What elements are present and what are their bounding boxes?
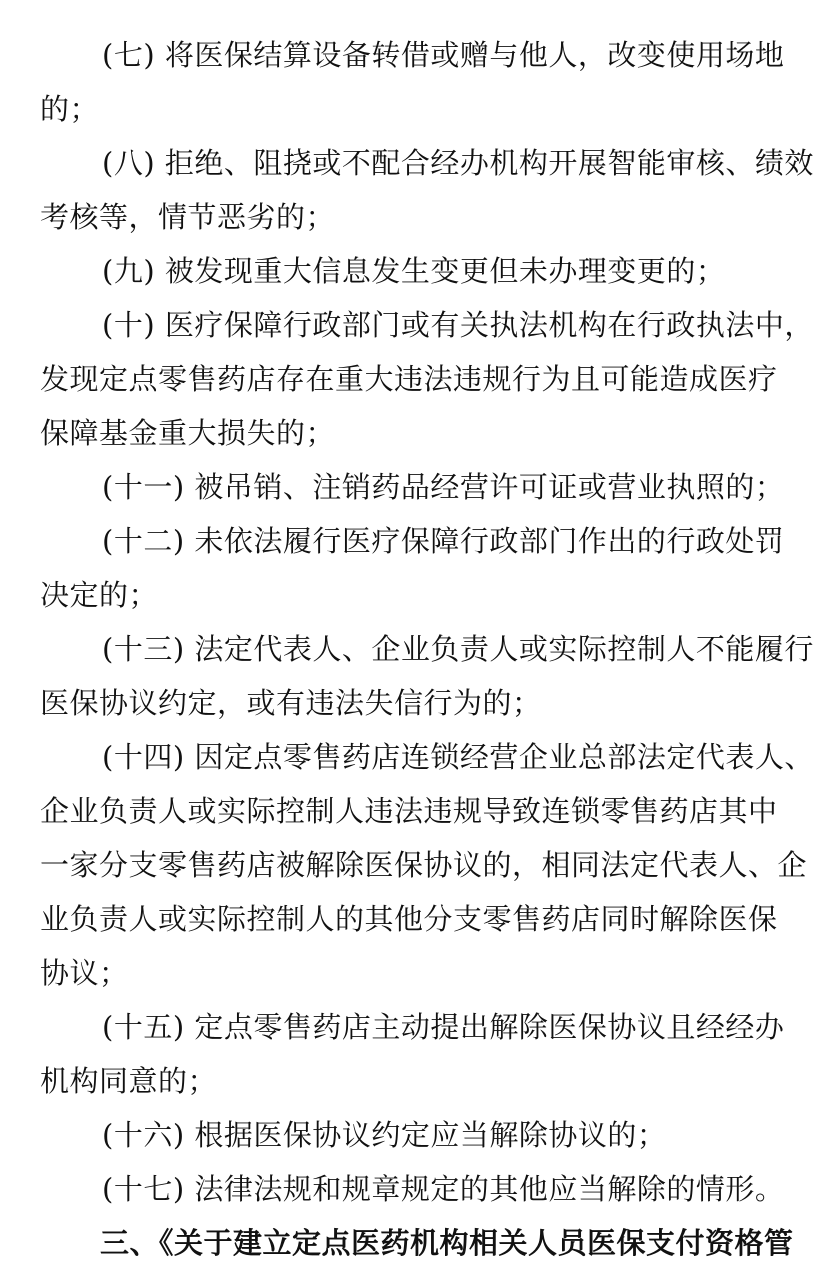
text-line: 企业负责人或实际控制人违法违规导致连锁零售药店其中: [40, 794, 778, 828]
text-line: (七) 将医保结算设备转借或赠与他人，改变使用场地: [102, 38, 785, 72]
text-line: (八) 拒绝、阻挠或不配合经办机构开展智能审核、绩效: [102, 146, 814, 180]
text-line: (十七) 法律法规和规章规定的其他应当解除的情形。: [102, 1172, 785, 1206]
text-line: (十三) 法定代表人、企业负责人或实际控制人不能履行: [102, 632, 814, 666]
text-line: 决定的；: [40, 578, 159, 612]
text-line: 机构同意的；: [40, 1064, 218, 1098]
text-line: (十四) 因定点零售药店连锁经营企业总部法定代表人、: [102, 740, 814, 774]
text-line: 医保协议约定，或有违法失信行为的；: [40, 686, 542, 720]
text-line: (九) 被发现重大信息发生变更但未办理变更的；: [102, 254, 726, 288]
text-line: 业负责人或实际控制人的其他分支零售药店同时解除医保: [40, 902, 778, 936]
text-line: (十二) 未依法履行医疗保障行政部门作出的行政处罚: [102, 524, 785, 558]
text-line: (十五) 定点零售药店主动提出解除医保协议且经经办: [102, 1010, 785, 1044]
text-line: 一家分支零售药店被解除医保协议的，相同法定代表人、企: [40, 848, 808, 882]
text-line: 考核等，情节恶劣的；: [40, 200, 336, 234]
section-heading: 三、《关于建立定点医药机构相关人员医保支付资格管: [100, 1226, 794, 1260]
text-line: (十六) 根据医保协议约定应当解除协议的；: [102, 1118, 667, 1152]
text-line: (十一) 被吊销、注销药品经营许可证或营业执照的；: [102, 470, 785, 504]
text-line: 保障基金重大损失的；: [40, 416, 336, 450]
text-line: 协议；: [40, 956, 129, 990]
text-line: (十) 医疗保障行政部门或有关执法机构在行政执法中，: [102, 308, 814, 342]
text-line: 的；: [40, 92, 100, 126]
text-line: 发现定点零售药店存在重大违法违规行为且可能造成医疗: [40, 362, 778, 396]
